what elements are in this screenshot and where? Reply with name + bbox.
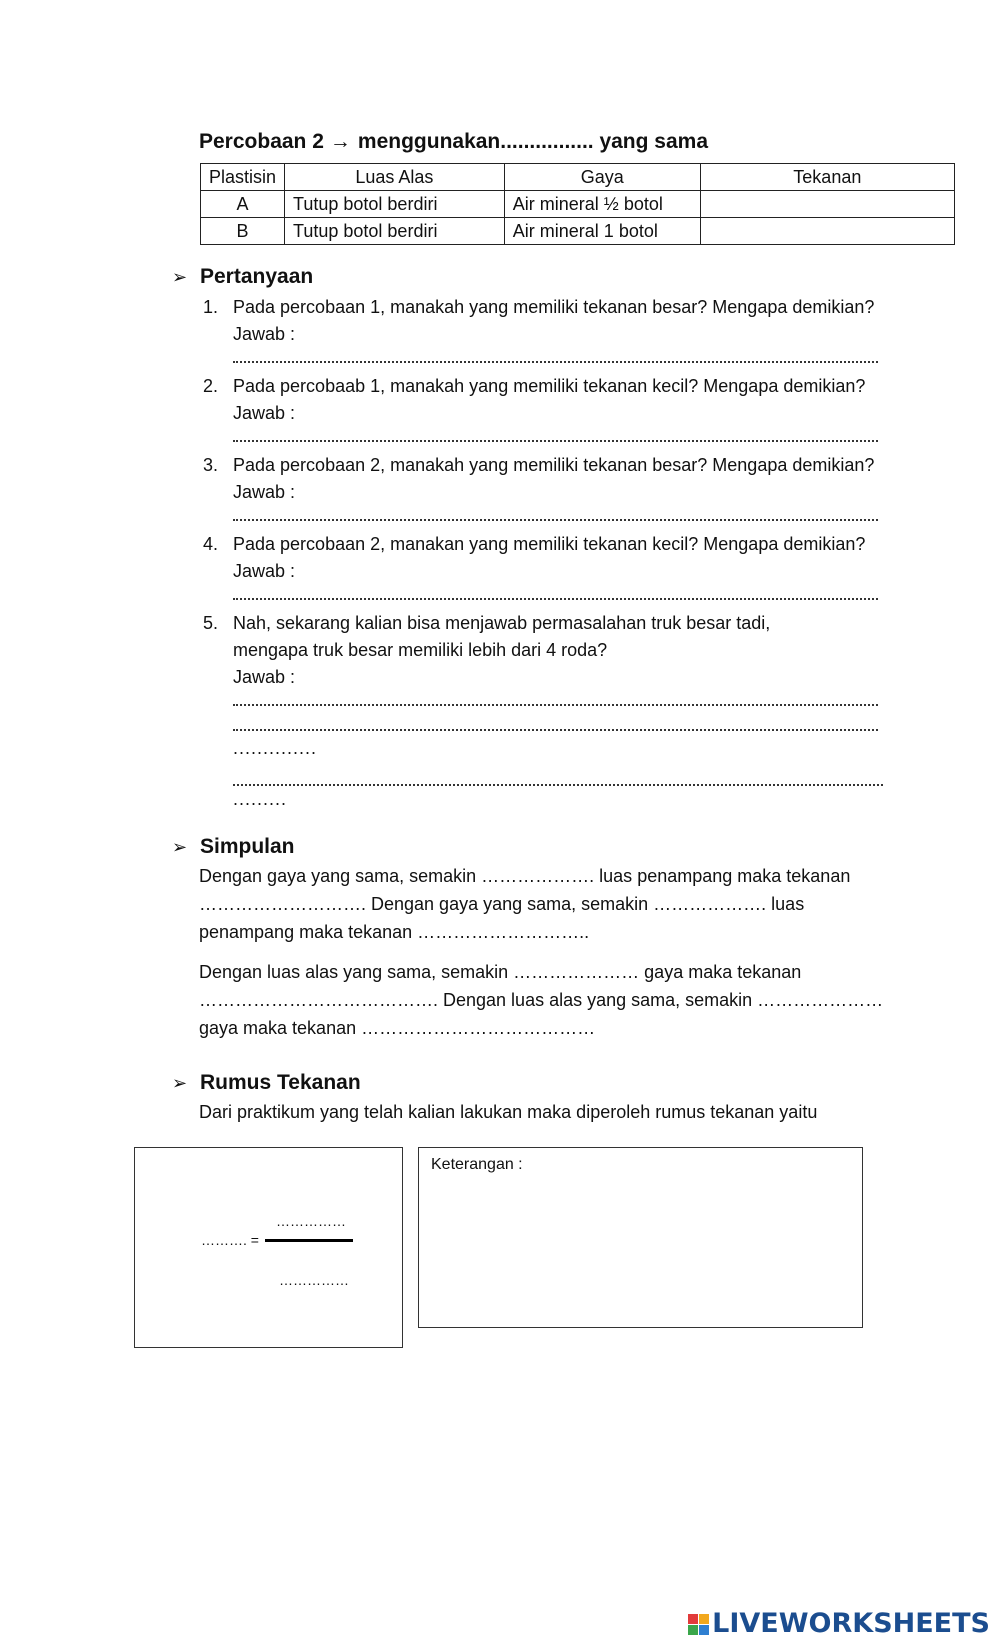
simpulan-p1-line-3: penampang maka tekanan ……………………….. — [199, 922, 590, 942]
simpulan-heading — [172, 835, 295, 859]
answer-line-5b[interactable] — [233, 729, 878, 731]
rumus-heading — [172, 1071, 361, 1095]
logo-square — [688, 1614, 698, 1624]
table-cell: Air mineral 1 botol — [504, 218, 700, 245]
simpulan-p2-line-1: Dengan luas alas yang sama, semakin ………………… gaya maka tekanan — [199, 962, 802, 982]
title-part-a: Percobaan 2 — [199, 130, 324, 153]
answer-dots-tail[interactable]: ......... — [233, 789, 288, 809]
answer-line-5c[interactable] — [233, 784, 883, 786]
percobaan-2-title — [199, 130, 708, 154]
header-plastisin: Plastisin — [201, 164, 285, 191]
answer-line-2[interactable] — [233, 440, 878, 442]
question-4 — [203, 534, 865, 555]
question-3 — [203, 455, 874, 476]
question-text: Pada percobaan 2, manakah yang memiliki tekanan besar? Mengapa demikian? — [233, 455, 875, 475]
simpulan-p1-line-2: ………………………. Dengan gaya yang sama, semakin ………………. luas — [199, 894, 805, 914]
arrow-bullet-icon: ➢ — [172, 837, 188, 857]
question-5 — [203, 613, 770, 634]
question-number: 4. — [203, 534, 219, 554]
table-cell: Tutup botol berdiri — [285, 191, 505, 218]
pertanyaan-title: Pertanyaan — [200, 265, 314, 288]
jawab-label: Jawab : — [233, 667, 296, 687]
table-row — [201, 218, 955, 245]
liveworksheets-logo-icon — [688, 1614, 709, 1635]
simpulan-p2-line-2: …………………………………. Dengan luas alas yang sama, semakin ………………… — [199, 990, 884, 1010]
logo-square — [688, 1625, 698, 1635]
pertanyaan-heading — [172, 265, 313, 289]
fraction-bar — [265, 1239, 353, 1242]
simpulan-p1-line-1: Dengan gaya yang sama, semakin ………………. luas penampang maka tekanan — [199, 866, 851, 886]
percobaan-2-table — [200, 163, 955, 245]
jawab-label: Jawab : — [233, 482, 296, 502]
liveworksheets-logo — [688, 1608, 990, 1639]
question-number: 2. — [203, 376, 219, 396]
logo-square — [699, 1614, 709, 1624]
rumus-intro: Dari praktikum yang telah kalian lakukan maka diperoleh rumus tekanan yaitu — [199, 1102, 818, 1122]
jawab-label: Jawab : — [233, 403, 296, 423]
table-header-row — [201, 164, 955, 191]
question-2 — [203, 376, 865, 397]
tekanan-input-cell-b[interactable] — [700, 218, 954, 245]
arrow-bullet-icon: ➢ — [172, 267, 188, 287]
table-row — [201, 191, 955, 218]
header-tekanan: Tekanan — [700, 164, 954, 191]
simpulan-p2-line-3: gaya maka tekanan ………………………………… — [199, 1018, 596, 1038]
question-text: Nah, sekarang kalian bisa menjawab permasalahan truk besar tadi, — [233, 613, 771, 633]
question-number: 3. — [203, 455, 219, 475]
keterangan-box[interactable] — [418, 1147, 863, 1328]
question-1 — [203, 297, 874, 318]
jawab-label: Jawab : — [233, 561, 296, 581]
question-text: Pada percobaab 1, manakah yang memiliki tekanan kecil? Mengapa demikian? — [233, 376, 866, 396]
question-text: Pada percobaan 2, manakan yang memiliki tekanan kecil? Mengapa demikian? — [233, 534, 866, 554]
arrow-right-icon: → — [329, 130, 351, 153]
header-gaya: Gaya — [504, 164, 700, 191]
keterangan-label: Keterangan : — [431, 1156, 523, 1173]
question-text: Pada percobaan 1, manakah yang memiliki tekanan besar? Mengapa demikian? — [233, 297, 875, 317]
title-part-b: menggunakan................ yang sama — [357, 130, 709, 153]
arrow-bullet-icon: ➢ — [172, 1073, 188, 1093]
tekanan-input-cell-a[interactable] — [700, 191, 954, 218]
jawab-label: Jawab : — [233, 324, 296, 344]
formula-box — [134, 1147, 403, 1348]
table-cell: Air mineral ½ botol — [504, 191, 700, 218]
table-cell: Tutup botol berdiri — [285, 218, 505, 245]
question-number: 5. — [203, 613, 219, 633]
formula-lhs[interactable]: ………. = — [201, 1232, 259, 1248]
table-cell: B — [201, 218, 285, 245]
answer-line-3[interactable] — [233, 519, 878, 521]
answer-line-5a[interactable] — [233, 704, 878, 706]
table-cell: A — [201, 191, 285, 218]
logo-text: LIVEWORKSHEETS — [712, 1608, 990, 1639]
formula-denominator[interactable]: …………… — [279, 1272, 349, 1288]
header-luas-alas: Luas Alas — [285, 164, 505, 191]
formula-numerator[interactable]: …………… — [276, 1213, 346, 1229]
answer-line-4[interactable] — [233, 598, 878, 600]
rumus-title: Rumus Tekanan — [200, 1071, 361, 1094]
question-5-line-2: mengapa truk besar memiliki lebih dari 4 roda? — [233, 640, 608, 660]
answer-line-1[interactable] — [233, 361, 878, 363]
question-number: 1. — [203, 297, 219, 317]
simpulan-title: Simpulan — [200, 835, 295, 858]
logo-square — [699, 1625, 709, 1635]
answer-dots-short[interactable]: .............. — [233, 738, 318, 758]
